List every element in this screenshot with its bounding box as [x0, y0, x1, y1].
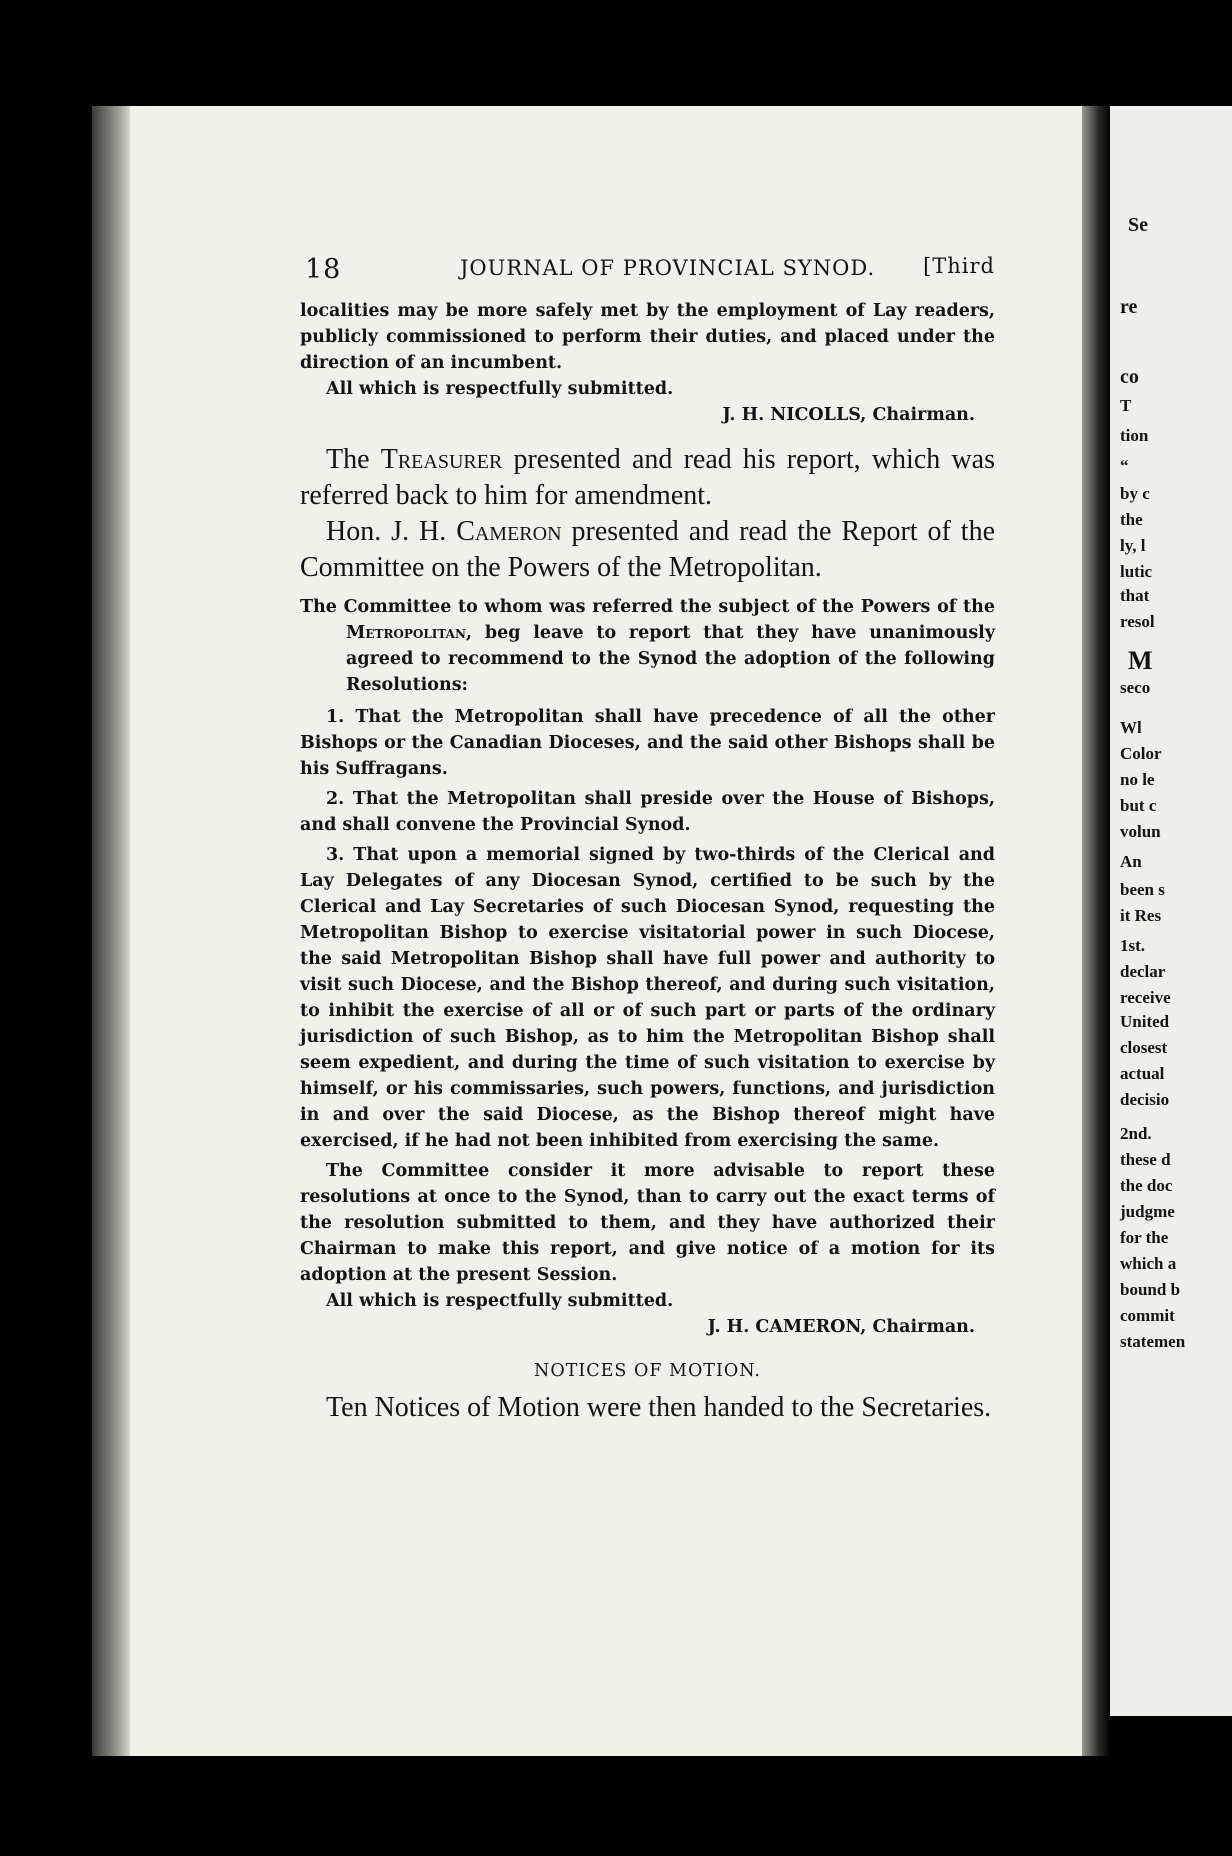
facing-page-fragment: re — [1120, 296, 1138, 318]
paragraph-notices: Ten Notices of Motion were then handed to the Secretaries. — [326, 1392, 992, 1423]
book-gutter — [92, 106, 130, 1756]
paragraph-cameron: Hon. J. H. Cameron presented and read the Report of the Committee on the Powers of the Metropolitan. — [300, 516, 995, 583]
paragraph-localities: localities may be more safely met by the employment of Lay readers, publicly commissioned to perform their duties, and placed under the direction of an incumbent. — [300, 301, 995, 373]
facing-page-fragment: for the — [1120, 1228, 1169, 1247]
facing-page-fragment: declar — [1120, 962, 1166, 981]
facing-page-fragment: closest — [1120, 1038, 1168, 1057]
facing-page-fragment: that — [1120, 586, 1150, 605]
facing-page-fragment: these d — [1120, 1150, 1171, 1169]
facing-page-fragment: actual — [1120, 1064, 1165, 1083]
facing-page-fragment: 1st. — [1120, 936, 1146, 955]
facing-page-fragment: resol — [1120, 612, 1155, 631]
facing-page-fragment: volun — [1120, 822, 1161, 841]
facing-page-fragment: the doc — [1120, 1176, 1173, 1195]
facing-page-fragment: Color — [1120, 744, 1162, 763]
facing-page-fragment: by c — [1120, 484, 1150, 503]
facing-page-fragment: which a — [1120, 1254, 1177, 1273]
facing-page-fragment: United — [1120, 1012, 1170, 1031]
paragraph-submitted-1: All which is respectfully submitted. — [326, 379, 674, 399]
paragraph-submitted-2: All which is respectfully submitted. — [326, 1291, 674, 1311]
resolution-2: 2. That the Metropolitan shall preside over the House of Bishops, and shall convene the Provincial Synod. — [300, 789, 995, 835]
signature-nicolls: J. H. NICOLLS, Chairman. — [722, 405, 975, 425]
page-header — [300, 240, 995, 285]
paragraph-committee-consider: The Committee consider it more advisable to report these resolutions at once to the Synod, than to carry out the exact terms of the resolution submitted to them, and they have authorized their Chairman to make this report, and give notice of a motion for its adoption at the present Session. — [300, 1161, 995, 1285]
facing-page-fragment: M — [1128, 646, 1153, 675]
facing-page-fragment: it Res — [1120, 906, 1162, 925]
facing-page-fragment: lutic — [1120, 562, 1153, 581]
section-heading: NOTICES OF MOTION. — [534, 1361, 761, 1381]
facing-page-fragment: statemen — [1120, 1332, 1186, 1351]
facing-page-fragment: bound b — [1120, 1280, 1181, 1299]
facing-page-fragment: but c — [1120, 796, 1157, 815]
facing-page-fragment: co — [1120, 366, 1139, 388]
page-number: 18 — [305, 254, 342, 285]
facing-page-fragment: Wl — [1120, 718, 1142, 737]
facing-page-fragment: judgme — [1120, 1202, 1175, 1221]
paragraph-treasurer: The Treasurer presented and read his report, which was referred back to him for amendment. — [300, 444, 995, 511]
facing-page-fragment: ly, l — [1120, 536, 1146, 555]
paragraph-committee: The Committee to whom was referred the subject of the Powers of the Metropolitan, beg leave to report that they have unanimously agreed to recommend to the Synod the adoption of the following Resolutions: — [300, 597, 995, 695]
facing-page — [1110, 106, 1232, 1716]
facing-page-fragment: T — [1120, 396, 1132, 415]
facing-page-fragment: commit — [1120, 1306, 1175, 1325]
facing-page-fragment: Se — [1128, 214, 1148, 236]
facing-page-fragment: 2nd. — [1120, 1124, 1152, 1143]
facing-page-fragment: seco — [1120, 678, 1151, 697]
facing-page-fragment: the — [1120, 510, 1143, 529]
facing-page-fragment: receive — [1120, 988, 1171, 1007]
signature-cameron: J. H. CAMERON, Chairman. — [707, 1317, 975, 1337]
facing-page-fragment: no le — [1120, 770, 1155, 789]
resolution-1: 1. That the Metropolitan shall have precedence of all the other Bishops or the Canadian Dioceses, and the said other Bishops shall be his Suffragans. — [300, 707, 995, 779]
page-text — [300, 240, 995, 1426]
gutter-shadow — [1082, 106, 1110, 1756]
facing-page-fragment: decisio — [1120, 1090, 1170, 1109]
facing-page-fragment: been s — [1120, 880, 1165, 899]
facing-page-fragment: tion — [1120, 426, 1149, 445]
facing-page-fragment: “ — [1120, 456, 1129, 475]
resolution-3: 3. That upon a memorial signed by two-thirds of the Clerical and Lay Delegates of any Diocesan Synod, certified to be such by the Clerical and Lay Secretaries of such Diocesan Synod, requesting the Metropolitan Bishop to exercise visitatorial power in such Diocese, the said Metropolitan Bishop shall have full power and authority to visit such Diocese, and the Bishop thereof, and during such visitation, to inhibit the exercise of all or of such part or parts of the ordinary jurisdiction of such Bishop, as to him the Metropolitan Bishop shall seem expedient, and during the time of such visitation to exercise by himself, or his commissaries, such powers, functions, and jurisdiction in and over the said Diocese, as the Bishop thereof might have exercised, if he had not been inhibited from exercising the same. — [300, 845, 995, 1151]
section-label: [Third — [923, 254, 995, 278]
facing-page-fragment: An — [1120, 852, 1142, 871]
running-title: JOURNAL OF PROVINCIAL SYNOD. — [460, 256, 876, 280]
